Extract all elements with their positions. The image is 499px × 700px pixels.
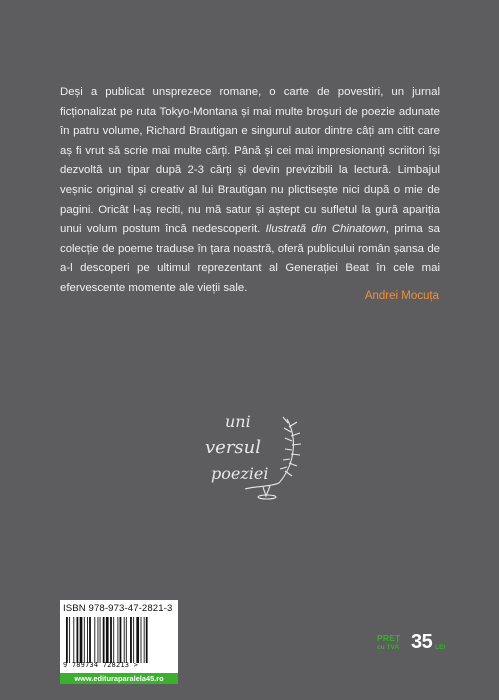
barcode-bar: [89, 617, 91, 663]
barcode-bar: [87, 617, 88, 663]
barcode-bar: [126, 617, 127, 663]
barcode-bar: [133, 617, 134, 663]
price-tag: [377, 631, 446, 655]
barcode-bar: [84, 617, 85, 663]
barcode-bar: [103, 617, 105, 663]
publisher-website-link[interactable]: www.edituraparalela45.ro: [60, 673, 178, 684]
barcode-bar: [66, 617, 68, 663]
barcode-bar: [146, 617, 148, 663]
barcode-bar: [141, 617, 142, 663]
barcode-bar: [77, 617, 79, 663]
price-currency: LEI: [435, 644, 446, 651]
series-logo: [175, 405, 325, 505]
barcode-bar: [110, 617, 112, 663]
series-logo-line2: versul: [205, 437, 262, 458]
barcode-bar: [69, 617, 70, 663]
barcode-bar: [100, 617, 101, 663]
barcode-bar: [120, 617, 122, 663]
blurb-text-part1: Deși a publicat unsprezece romane, o carte de povestiri, un jurnal ficționalizat pe ruta Tokyo-Montana și mai multe broșuri de poezie adunate în patru volume, Richard Brautigan e singurul autor dintre câți am citit care aș fi vrut să scrie mai multe cărți. Până și cei mai impresionanți scriitori își dezvoltă un tipar după 2-3 cărți și devin previzibili la lectură. Limbajul veșnic original și creativ al lui Brautigan nu plictisește nici după o mie de pagini. Oricât l-aș reciti, nu mă satur și aștept cu sufletul la gură apariția unui volum postum încă nedescoperit.: [60, 86, 440, 236]
barcode-bar: [106, 617, 109, 663]
barcode-bar: [136, 617, 139, 663]
isbn-barcode-block: [60, 600, 178, 684]
series-logo-line3: poeziei: [211, 464, 269, 483]
laurel-wreath-icon: [245, 417, 301, 499]
blurb-book-title: Ilustrată din Chinatown: [265, 223, 386, 236]
blurb-author: Andrei Mocuța: [364, 290, 439, 302]
barcode-icon: [64, 617, 174, 663]
blurb-text-part2: , prima sa colecție de poeme traduse în țara noastră, oferă publicului român șansa de a-l descoperi pe ultimul reprezentant al Generației Beat în cele mai efervescente momente ale vieții sale.: [60, 223, 440, 294]
barcode-bar: [113, 617, 114, 663]
price-vat-label: cu TVA: [377, 644, 400, 651]
barcode-bar: [130, 617, 132, 663]
barcode-bar: [117, 617, 118, 663]
price-value: 35: [411, 631, 433, 653]
barcode-bar: [73, 617, 74, 663]
isbn-number: ISBN 978-973-47-2821-3: [63, 603, 173, 614]
price-label: PREȚ: [377, 633, 401, 643]
barcode-bar: [144, 617, 145, 663]
back-cover-blurb: [60, 83, 440, 299]
series-logo-line1: uni: [225, 412, 251, 431]
barcode-bar: [94, 617, 95, 663]
barcode-bar: [80, 617, 83, 663]
barcode-bar: [98, 617, 99, 663]
ean-digits: 9 789734 728213 >: [63, 661, 139, 669]
barcode-bar: [124, 617, 125, 663]
